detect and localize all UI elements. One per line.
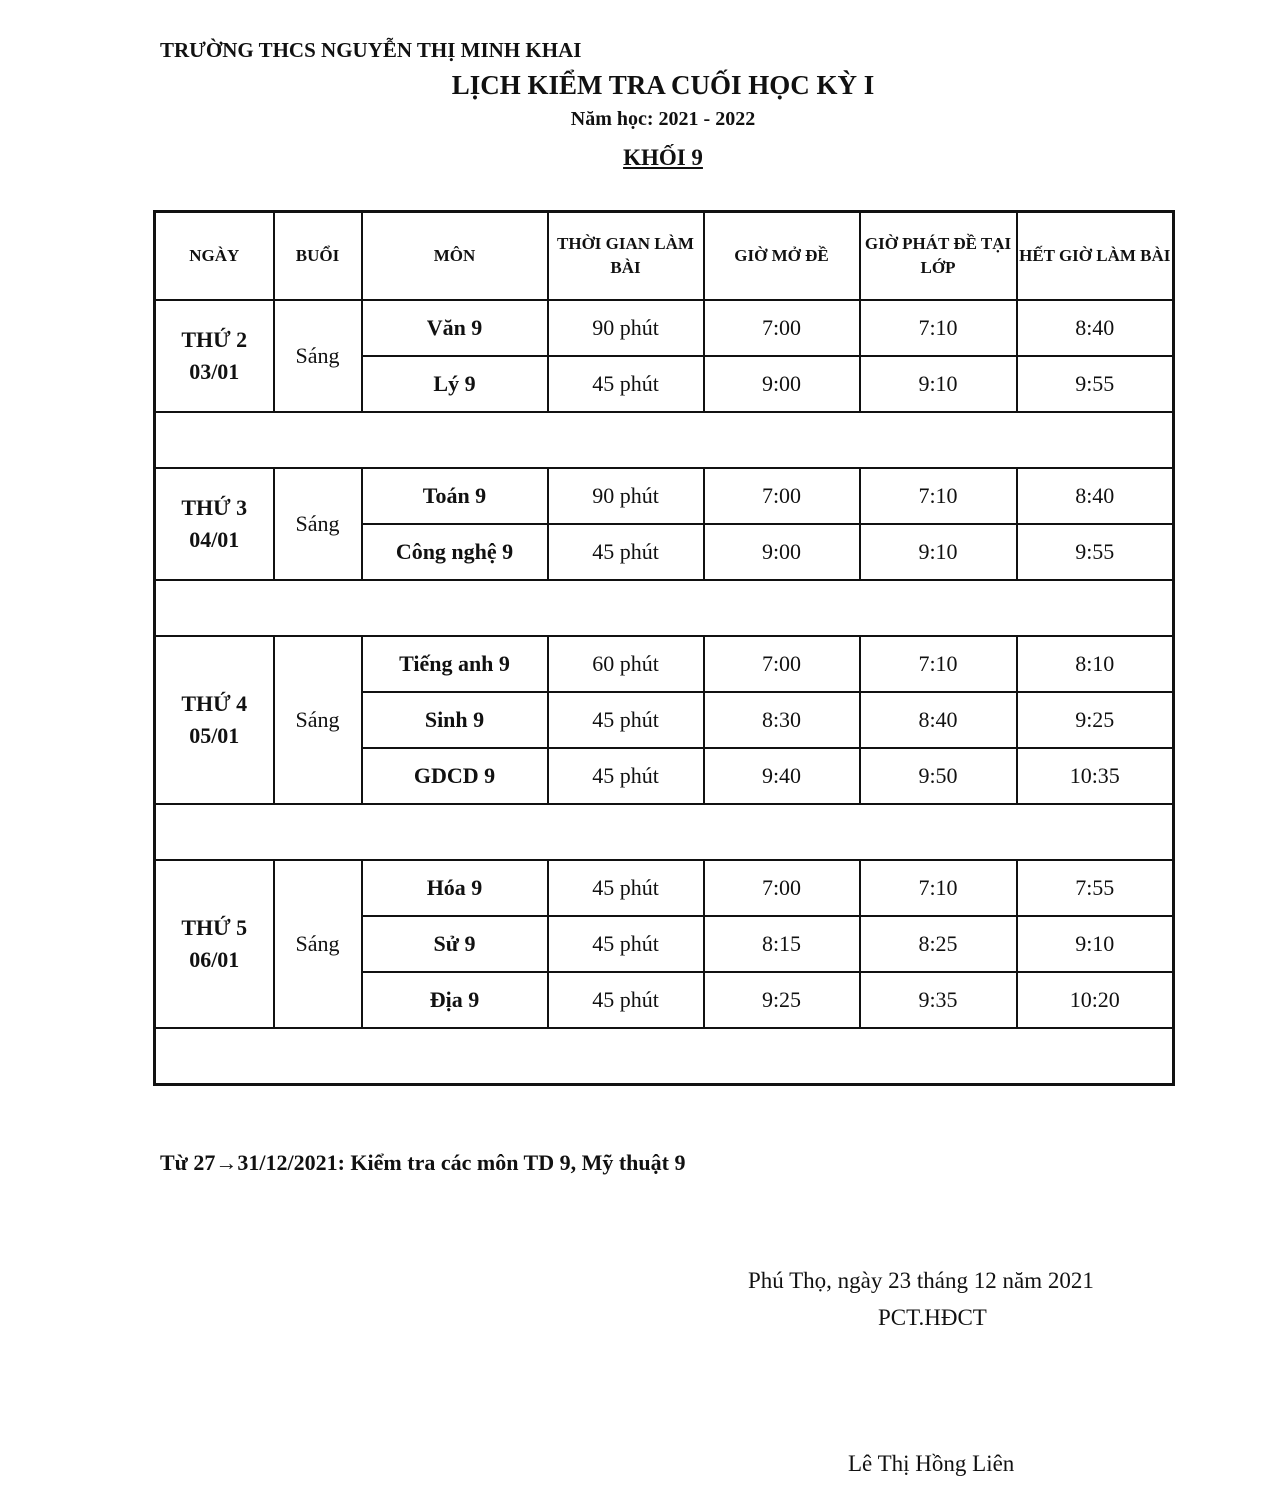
- handout-time-cell: 9:10: [860, 356, 1017, 412]
- subject-cell: Lý 9: [362, 356, 548, 412]
- handout-time-cell: 8:40: [860, 692, 1017, 748]
- col-header-session: BUỔI: [274, 212, 362, 301]
- handout-time-cell: 7:10: [860, 468, 1017, 524]
- subject-cell: Công nghệ 9: [362, 524, 548, 580]
- open-time-cell: 7:00: [704, 300, 860, 356]
- spacer-row: [155, 580, 1174, 636]
- signer-name: Lê Thị Hồng Liên: [848, 1451, 1015, 1476]
- table-row: [155, 468, 1174, 524]
- subject-cell: Tiếng anh 9: [362, 636, 548, 692]
- session-cell: Sáng: [274, 468, 362, 580]
- session-cell: Sáng: [274, 636, 362, 804]
- duration-cell: 90 phút: [548, 468, 704, 524]
- duration-cell: 60 phút: [548, 636, 704, 692]
- table-row: [155, 636, 1174, 692]
- end-time-cell: 10:20: [1017, 972, 1174, 1028]
- subject-cell: Sinh 9: [362, 692, 548, 748]
- handout-time-cell: 9:35: [860, 972, 1017, 1028]
- end-time-cell: 8:40: [1017, 468, 1174, 524]
- subject-cell: Văn 9: [362, 300, 548, 356]
- end-time-cell: 10:35: [1017, 748, 1174, 804]
- subject-cell: GDCD 9: [362, 748, 548, 804]
- open-time-cell: 9:25: [704, 972, 860, 1028]
- duration-cell: 90 phút: [548, 300, 704, 356]
- handout-time-cell: 9:50: [860, 748, 1017, 804]
- duration-cell: 45 phút: [548, 748, 704, 804]
- subject-cell: Hóa 9: [362, 860, 548, 916]
- open-time-cell: 8:30: [704, 692, 860, 748]
- pe-art-exam-note: Từ 27→31/12/2021: Kiểm tra các môn TD 9, Mỹ thuật 9: [160, 1150, 686, 1175]
- subject-cell: Địa 9: [362, 972, 548, 1028]
- duration-cell: 45 phút: [548, 356, 704, 412]
- end-time-cell: 9:55: [1017, 356, 1174, 412]
- end-time-cell: 9:25: [1017, 692, 1174, 748]
- day-cell: THỨ 2 03/01: [155, 300, 274, 412]
- signer-role: PCT.HĐCT: [878, 1305, 987, 1330]
- col-header-duration: THỜI GIAN LÀM BÀI: [548, 212, 704, 301]
- open-time-cell: 9:00: [704, 356, 860, 412]
- col-header-open-time: GIỜ MỞ ĐỀ: [704, 212, 860, 301]
- open-time-cell: 8:15: [704, 916, 860, 972]
- duration-cell: 45 phút: [548, 916, 704, 972]
- school-name: TRƯỜNG THCS NGUYỄN THỊ MINH KHAI: [160, 38, 582, 62]
- open-time-cell: 9:00: [704, 524, 860, 580]
- handout-time-cell: 7:10: [860, 300, 1017, 356]
- end-time-cell: 8:40: [1017, 300, 1174, 356]
- subject-cell: Toán 9: [362, 468, 548, 524]
- col-header-subject: MÔN: [362, 212, 548, 301]
- col-header-end-time: HẾT GIỜ LÀM BÀI: [1017, 212, 1174, 301]
- handout-time-cell: 9:10: [860, 524, 1017, 580]
- open-time-cell: 7:00: [704, 468, 860, 524]
- spacer-row: [155, 1028, 1174, 1085]
- table-row: [155, 860, 1174, 916]
- duration-cell: 45 phút: [548, 972, 704, 1028]
- open-time-cell: 7:00: [704, 636, 860, 692]
- session-cell: Sáng: [274, 300, 362, 412]
- table-row: [155, 300, 1174, 356]
- col-header-handout-time: GIỜ PHÁT ĐỀ TẠI LỚP: [860, 212, 1017, 301]
- duration-cell: 45 phút: [548, 692, 704, 748]
- col-header-day: NGÀY: [155, 212, 274, 301]
- handout-time-cell: 7:10: [860, 636, 1017, 692]
- end-time-cell: 9:10: [1017, 916, 1174, 972]
- document-title: LỊCH KIỂM TRA CUỐI HỌC KỲ I: [451, 70, 875, 100]
- place-date: Phú Thọ, ngày 23 tháng 12 năm 2021: [748, 1268, 1094, 1293]
- end-time-cell: 9:55: [1017, 524, 1174, 580]
- spacer-row: [155, 804, 1174, 860]
- handout-time-cell: 7:10: [860, 860, 1017, 916]
- day-cell: THỨ 5 06/01: [155, 860, 274, 1028]
- session-cell: Sáng: [274, 860, 362, 1028]
- day-cell: THỨ 4 05/01: [155, 636, 274, 804]
- spacer-row: [155, 412, 1174, 468]
- duration-cell: 45 phút: [548, 860, 704, 916]
- subject-cell: Sử 9: [362, 916, 548, 972]
- open-time-cell: 7:00: [704, 860, 860, 916]
- exam-schedule-table: [153, 210, 1175, 1086]
- end-time-cell: 7:55: [1017, 860, 1174, 916]
- duration-cell: 45 phút: [548, 524, 704, 580]
- end-time-cell: 8:10: [1017, 636, 1174, 692]
- grade-heading: KHỐI 9: [623, 145, 703, 170]
- table-header-row: [155, 212, 1174, 301]
- school-year: Năm học: 2021 - 2022: [570, 108, 756, 130]
- open-time-cell: 9:40: [704, 748, 860, 804]
- day-cell: THỨ 3 04/01: [155, 468, 274, 580]
- handout-time-cell: 8:25: [860, 916, 1017, 972]
